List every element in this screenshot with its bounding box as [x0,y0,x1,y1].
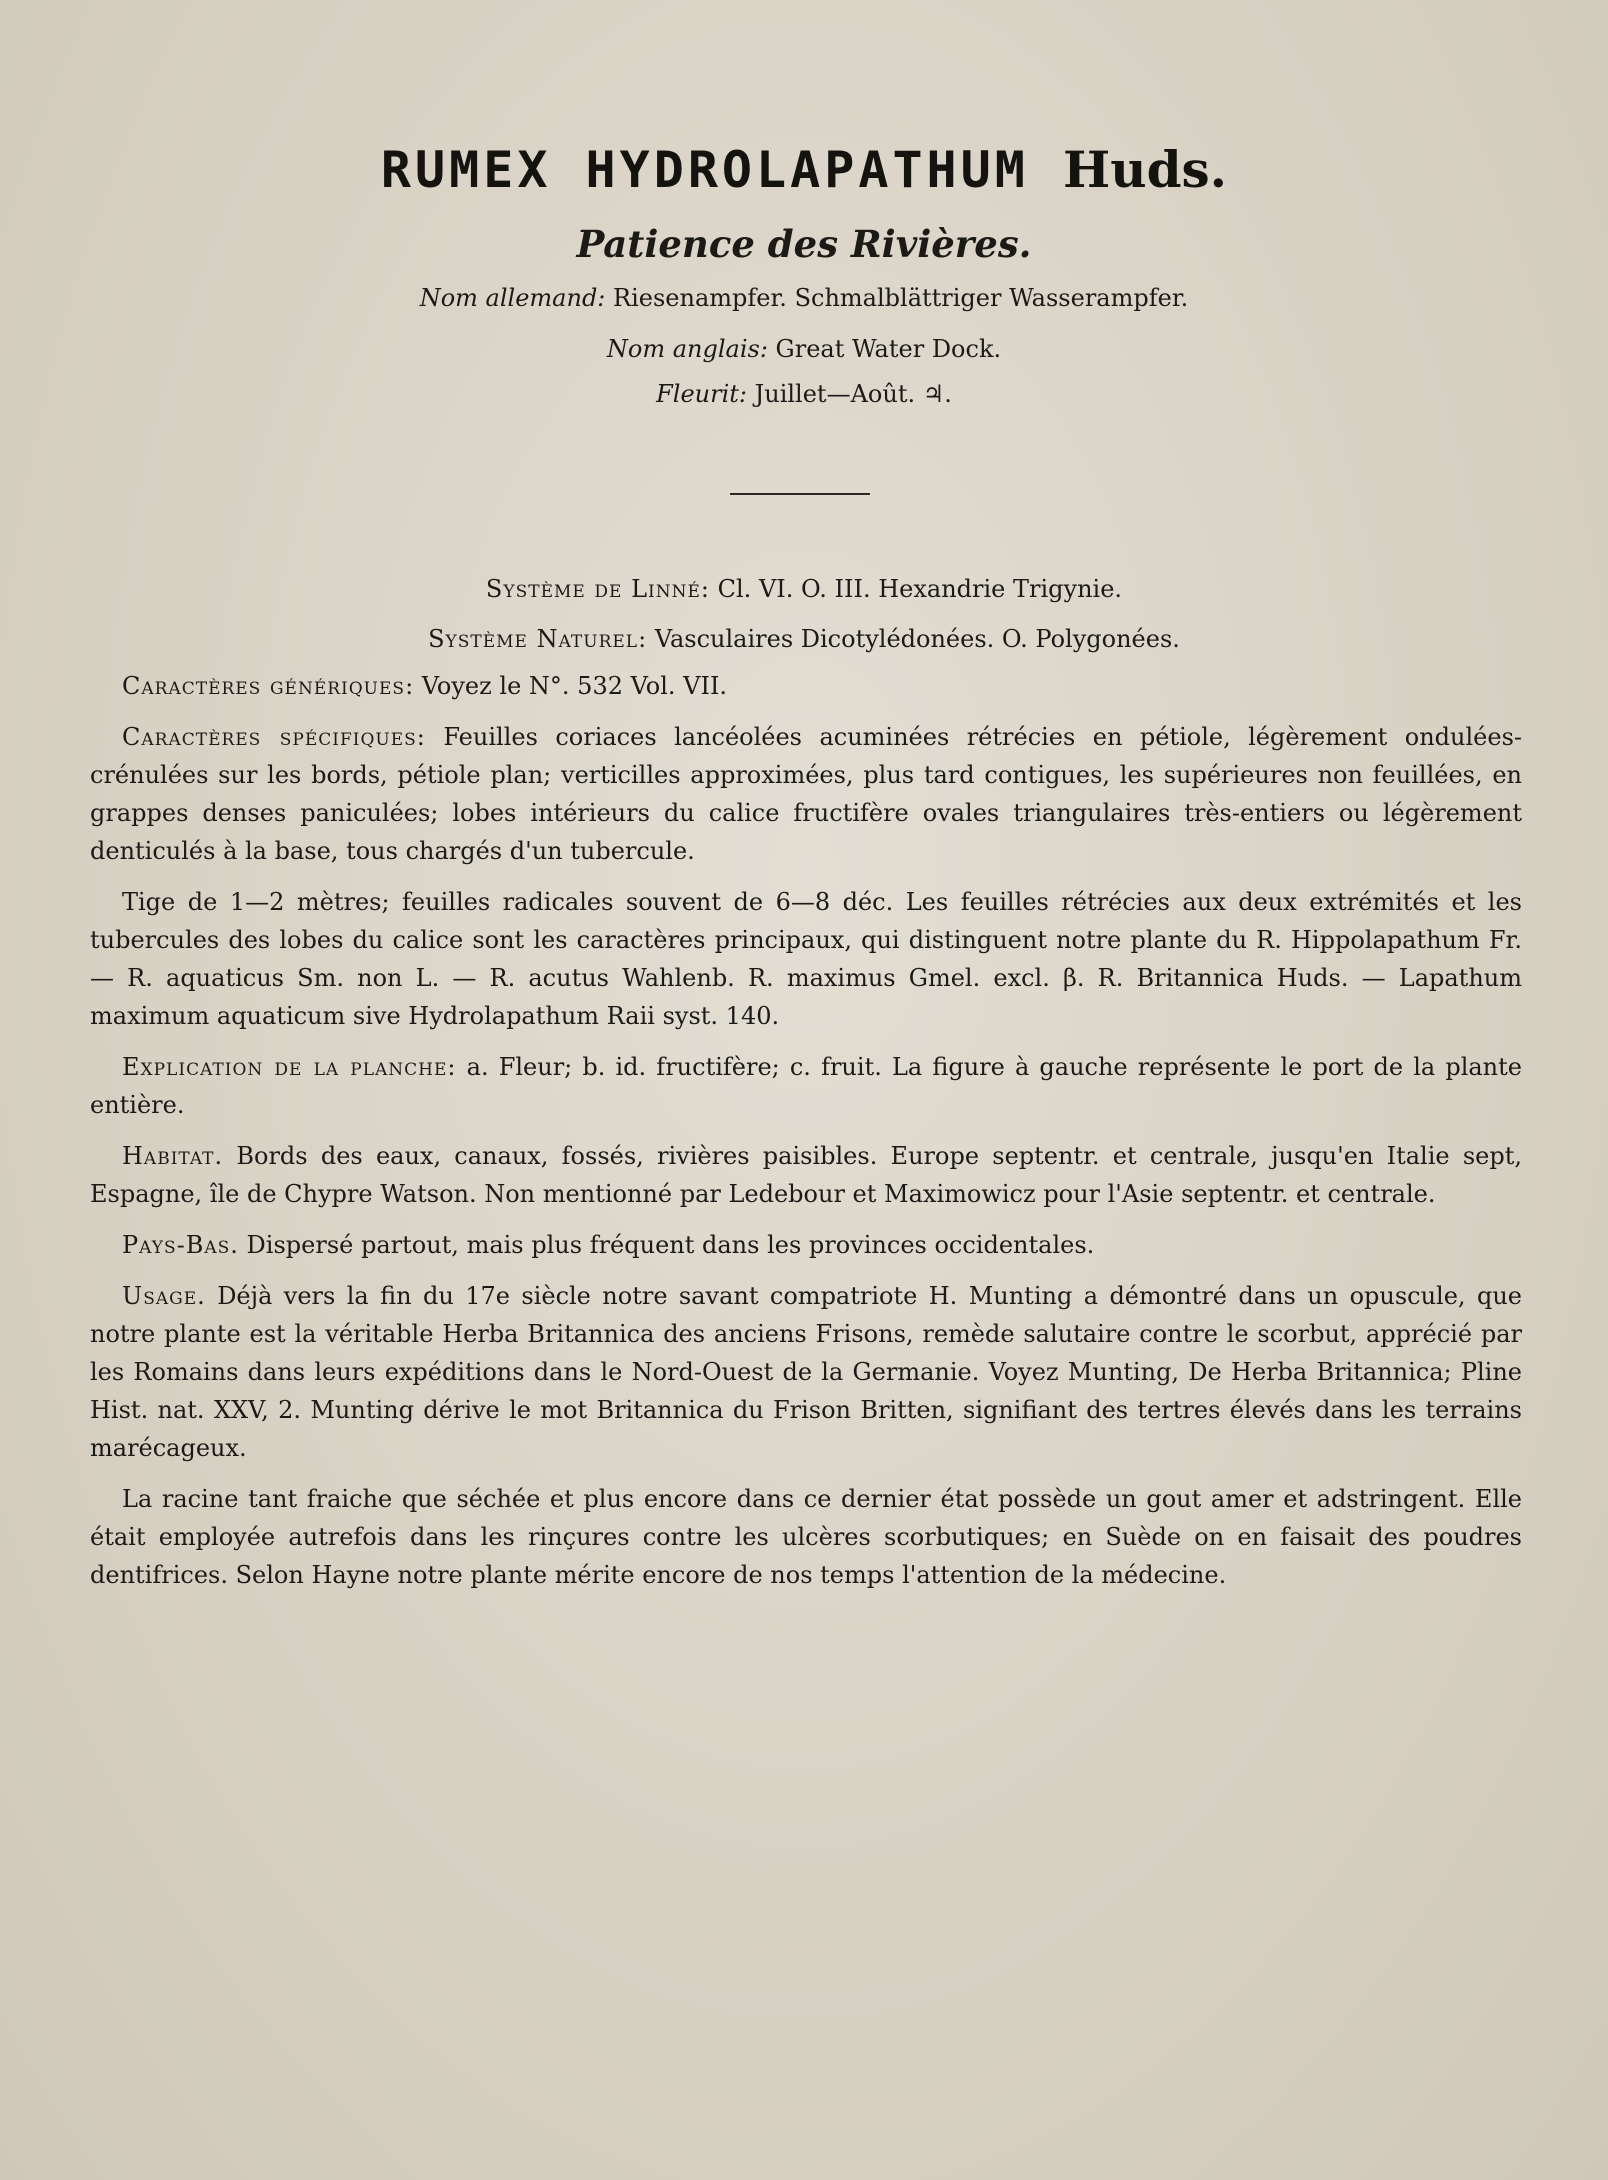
habitat-label: Habitat. [122,1142,224,1170]
paragraph-explication [90,1048,1522,1124]
pays-bas-label: Pays-Bas. [122,1231,239,1259]
title-species: RUMEX HYDROLAPATHUM [380,141,1029,199]
name-english-label: Nom anglais: [606,335,768,363]
name-german [0,284,1608,312]
systeme-naturel-value: Vasculaires Dicotylédonées. O. Polygonées. [654,625,1180,653]
habitat-text: Bords des eaux, canaux, fossés, rivières paisibles. Europe septentr. et centrale, jusqu'en Italie sept, Espagne, île de Chypre Watson. Non mentionné par Ledebour et Maximowicz pour l'Asie septentr. et centrale. [90,1142,1522,1208]
title-author: Huds. [1062,140,1228,199]
flowering [0,380,1608,408]
page-subtitle: Patience des Rivières. [576,222,1032,266]
systeme-linne-label: Système de Linné: [485,575,710,603]
usage-text: Déjà vers la fin du 17e siècle notre savant compatriote H. Munting a démontré dans un opuscule, que notre plante est la véritable Herba Britannica des anciens Frisons, remède salutaire contre le scorbut, apprécié par les Romains dans leurs expéditions dans le Nord-Ouest de la Germanie. Voyez Munting, De Herba Britannica; Pline Hist. nat. XXV, 2. Munting dérive le mot Britannica du Frison Britten, signifiant des tertres élevés dans les terrains marécageux. [90,1282,1522,1462]
systeme-naturel-label: Système Naturel: [428,625,648,653]
paragraph-usage [90,1277,1522,1467]
systeme-naturel [0,625,1608,653]
name-english [0,335,1608,363]
flowering-label: Fleurit: [656,380,747,408]
systeme-linne [0,575,1608,603]
generiques-text: Voyez le N°. 532 Vol. VII. [421,672,728,700]
systeme-linne-value: Cl. VI. O. III. Hexandrie Trigynie. [717,575,1123,603]
paragraph-habitat [90,1137,1522,1213]
generiques-label: Caractères génériques: [122,672,415,700]
explication-label: Explication de la planche: [122,1053,457,1081]
name-english-value: Great Water Dock. [775,335,1002,363]
divider [730,493,870,495]
paragraph-pays-bas [90,1226,1522,1264]
body-text [90,667,1522,1607]
explication-text: a. Fleur; b. id. fructifère; c. fruit. La figure à gauche représente le port de la plante entière. [90,1053,1522,1119]
usage-label: Usage. [122,1282,206,1310]
paragraph-generiques [90,667,1522,705]
name-german-value: Riesenampfer. Schmalblättriger Wasserampfer. [613,284,1189,312]
paragraph-specifiques [90,718,1522,870]
page-title [0,140,1608,199]
specifiques-label: Caractères spécifiques: [122,723,426,751]
paragraph-tige: Tige de 1—2 mètres; feuilles radicales souvent de 6—8 déc. Les feuilles rétrécies aux deux extrémités et les tubercules des lobes du calice sont les caractères principaux, qui distinguent notre plante du R. Hippolapathum Fr. — R. aquaticus Sm. non L. — R. acutus Wahlenb. R. maximus Gmel. excl. β. R. Britannica Huds. — Lapathum maximum aquaticum sive Hydrolapathum Raii syst. 140. [90,888,1522,1030]
specifiques-text: Feuilles coriaces lancéolées acuminées rétrécies en pétiole, légèrement ondulées-crénulées sur les bords, pétiole plan; verticilles approximées, plus tard contigues, les supérieures non feuillées, en grappes denses paniculées; lobes intérieurs du calice fructifère ovales triangulaires très-entiers ou légèrement denticulés à la base, tous chargés d'un tubercule. [90,723,1522,865]
name-german-label: Nom allemand: [419,284,606,312]
pays-bas-text: Dispersé partout, mais plus fréquent dans les provinces occidentales. [246,1231,1095,1259]
paragraph-racine: La racine tant fraiche que séchée et plus encore dans ce dernier état possède un gout amer et adstringent. Elle était employée autrefois dans les rinçures contre les ulcères scorbutiques; en Suède on en faisait des poudres dentifrices. Selon Hayne notre plante mérite encore de nos temps l'attention de la médecine. [90,1485,1522,1589]
flowering-value: Juillet—Août. ♃. [754,380,952,408]
